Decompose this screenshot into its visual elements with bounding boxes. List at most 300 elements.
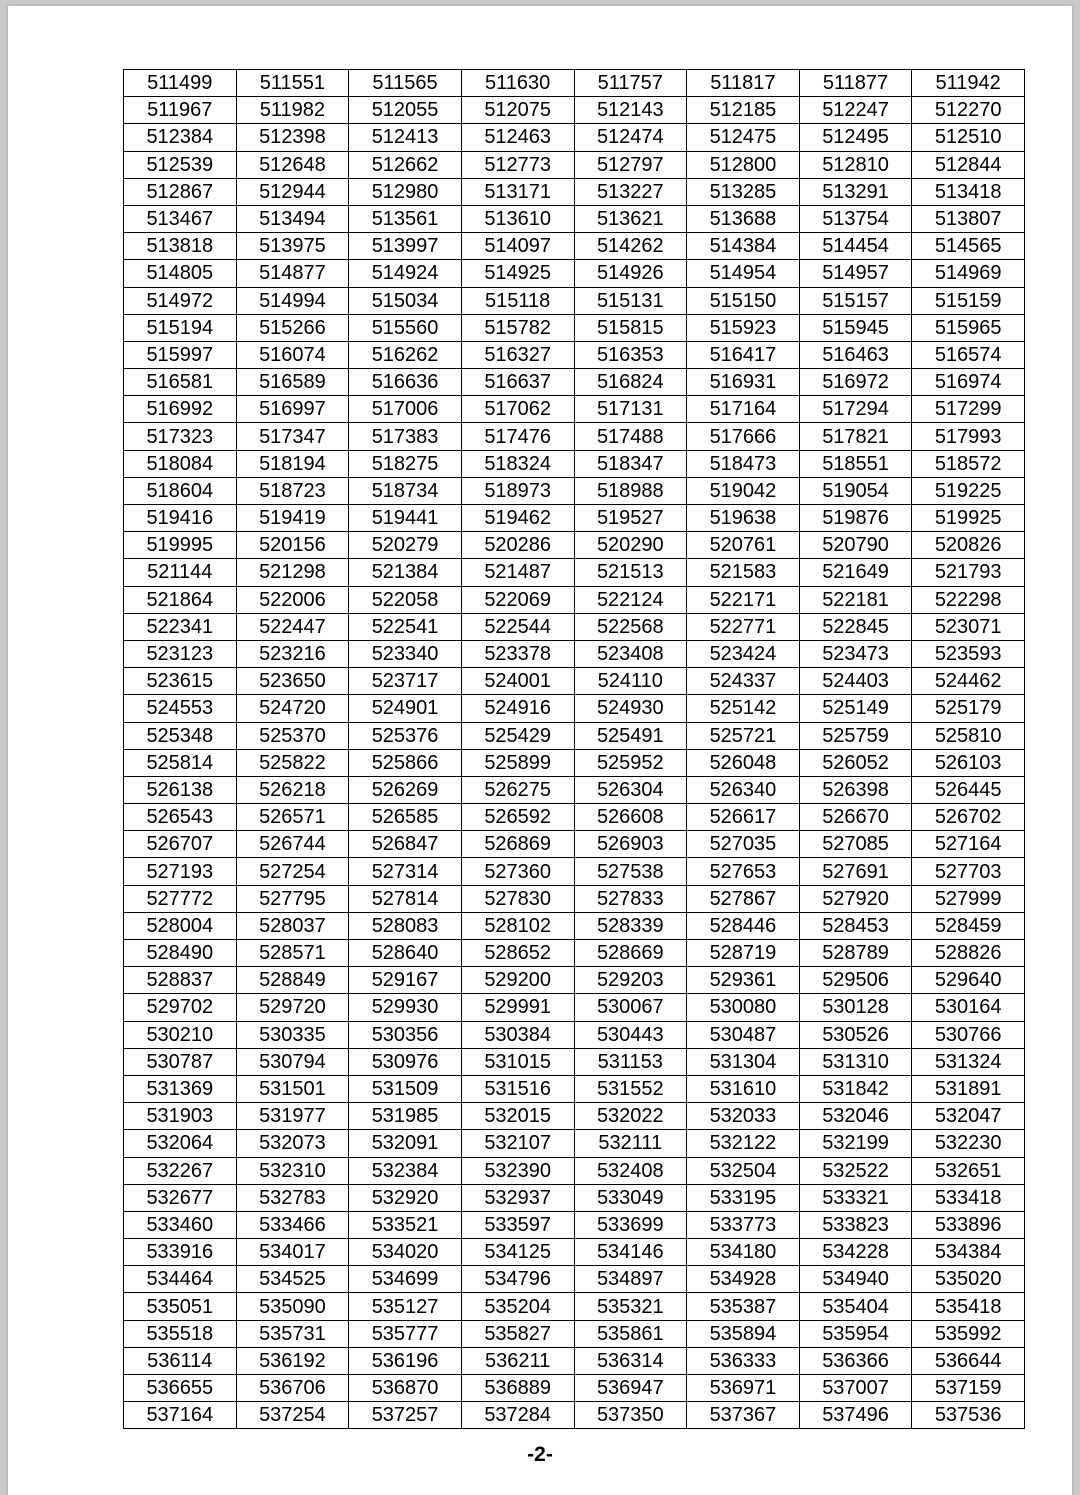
table-cell: 534146 bbox=[574, 1239, 687, 1266]
table-cell: 521864 bbox=[124, 586, 237, 613]
table-cell: 528083 bbox=[349, 912, 462, 939]
table-cell: 527867 bbox=[687, 885, 800, 912]
table-cell: 533896 bbox=[912, 1211, 1025, 1238]
table-cell: 531977 bbox=[236, 1103, 349, 1130]
table-cell: 516824 bbox=[574, 369, 687, 396]
table-cell: 514454 bbox=[799, 233, 912, 260]
table-cell: 517666 bbox=[687, 423, 800, 450]
table-cell: 513621 bbox=[574, 205, 687, 232]
table-cell: 527164 bbox=[912, 831, 1025, 858]
table-cell: 531015 bbox=[461, 1048, 574, 1075]
table-cell: 525376 bbox=[349, 722, 462, 749]
table-cell: 535518 bbox=[124, 1320, 237, 1347]
table-cell: 532022 bbox=[574, 1103, 687, 1130]
table-cell: 512980 bbox=[349, 178, 462, 205]
table-row bbox=[124, 613, 1025, 640]
table-cell: 522771 bbox=[687, 613, 800, 640]
table-cell: 528446 bbox=[687, 912, 800, 939]
table-cell: 517993 bbox=[912, 423, 1025, 450]
table-cell: 522568 bbox=[574, 613, 687, 640]
table-cell: 515560 bbox=[349, 314, 462, 341]
document-page bbox=[8, 6, 1072, 1495]
table-cell: 525491 bbox=[574, 722, 687, 749]
table-cell: 535418 bbox=[912, 1293, 1025, 1320]
table-cell: 513291 bbox=[799, 178, 912, 205]
table-cell: 516353 bbox=[574, 341, 687, 368]
table-row bbox=[124, 1021, 1025, 1048]
table-cell: 536655 bbox=[124, 1375, 237, 1402]
table-cell: 518572 bbox=[912, 450, 1025, 477]
table-cell: 528640 bbox=[349, 940, 462, 967]
table-cell: 536192 bbox=[236, 1347, 349, 1374]
table-cell: 513171 bbox=[461, 178, 574, 205]
table-cell: 525370 bbox=[236, 722, 349, 749]
table-cell: 527795 bbox=[236, 885, 349, 912]
table-cell: 527833 bbox=[574, 885, 687, 912]
table-cell: 523216 bbox=[236, 640, 349, 667]
table-cell: 532408 bbox=[574, 1157, 687, 1184]
table-cell: 527814 bbox=[349, 885, 462, 912]
table-cell: 524001 bbox=[461, 668, 574, 695]
table-cell: 529702 bbox=[124, 994, 237, 1021]
table-cell: 525759 bbox=[799, 722, 912, 749]
table-cell: 535020 bbox=[912, 1266, 1025, 1293]
table-row bbox=[124, 341, 1025, 368]
table-cell: 524403 bbox=[799, 668, 912, 695]
table-row bbox=[124, 1320, 1025, 1347]
table-cell: 516327 bbox=[461, 341, 574, 368]
table-cell: 530210 bbox=[124, 1021, 237, 1048]
table-row bbox=[124, 97, 1025, 124]
table-cell: 534180 bbox=[687, 1239, 800, 1266]
table-cell: 522544 bbox=[461, 613, 574, 640]
table-cell: 528102 bbox=[461, 912, 574, 939]
table-cell: 530766 bbox=[912, 1021, 1025, 1048]
table-row bbox=[124, 1402, 1025, 1429]
table-cell: 511551 bbox=[236, 70, 349, 97]
table-cell: 537284 bbox=[461, 1402, 574, 1429]
table-cell: 516637 bbox=[461, 369, 574, 396]
table-cell: 525721 bbox=[687, 722, 800, 749]
table-cell: 532111 bbox=[574, 1130, 687, 1157]
table-cell: 528490 bbox=[124, 940, 237, 967]
table-cell: 536947 bbox=[574, 1375, 687, 1402]
table-cell: 523378 bbox=[461, 640, 574, 667]
table-cell: 535404 bbox=[799, 1293, 912, 1320]
table-cell: 528826 bbox=[912, 940, 1025, 967]
table-cell: 516417 bbox=[687, 341, 800, 368]
table-cell: 535777 bbox=[349, 1320, 462, 1347]
table-cell: 511499 bbox=[124, 70, 237, 97]
table-cell: 532064 bbox=[124, 1130, 237, 1157]
table-cell: 525822 bbox=[236, 749, 349, 776]
table-cell: 512510 bbox=[912, 124, 1025, 151]
table-cell: 514877 bbox=[236, 260, 349, 287]
table-cell: 512648 bbox=[236, 151, 349, 178]
table-cell: 528004 bbox=[124, 912, 237, 939]
table-cell: 519527 bbox=[574, 505, 687, 532]
table-cell: 521144 bbox=[124, 559, 237, 586]
table-cell: 515131 bbox=[574, 287, 687, 314]
table-cell: 522341 bbox=[124, 613, 237, 640]
table-row bbox=[124, 695, 1025, 722]
table-cell: 536706 bbox=[236, 1375, 349, 1402]
table-cell: 532073 bbox=[236, 1130, 349, 1157]
table-cell: 518194 bbox=[236, 450, 349, 477]
table-cell: 514262 bbox=[574, 233, 687, 260]
table-cell: 528849 bbox=[236, 967, 349, 994]
table-cell: 526903 bbox=[574, 831, 687, 858]
table-cell: 512143 bbox=[574, 97, 687, 124]
table-cell: 511757 bbox=[574, 70, 687, 97]
page-number: -2- bbox=[527, 1443, 553, 1466]
table-cell: 533321 bbox=[799, 1184, 912, 1211]
table-cell: 520761 bbox=[687, 532, 800, 559]
table-cell: 537536 bbox=[912, 1402, 1025, 1429]
table-row bbox=[124, 1048, 1025, 1075]
table-cell: 516574 bbox=[912, 341, 1025, 368]
table-cell: 526707 bbox=[124, 831, 237, 858]
table-cell: 511630 bbox=[461, 70, 574, 97]
table-row bbox=[124, 233, 1025, 260]
table-row bbox=[124, 1347, 1025, 1374]
table-cell: 532677 bbox=[124, 1184, 237, 1211]
table-cell: 515157 bbox=[799, 287, 912, 314]
table-cell: 528453 bbox=[799, 912, 912, 939]
table-cell: 512270 bbox=[912, 97, 1025, 124]
table-cell: 513818 bbox=[124, 233, 237, 260]
table-cell: 514805 bbox=[124, 260, 237, 287]
table-cell: 526275 bbox=[461, 776, 574, 803]
table-cell: 518734 bbox=[349, 477, 462, 504]
table-cell: 537159 bbox=[912, 1375, 1025, 1402]
table-cell: 534928 bbox=[687, 1266, 800, 1293]
table-cell: 530335 bbox=[236, 1021, 349, 1048]
table-cell: 528037 bbox=[236, 912, 349, 939]
table-cell: 514972 bbox=[124, 287, 237, 314]
table-row bbox=[124, 369, 1025, 396]
table-cell: 526744 bbox=[236, 831, 349, 858]
table-row bbox=[124, 1239, 1025, 1266]
table-cell: 536971 bbox=[687, 1375, 800, 1402]
table-cell: 513494 bbox=[236, 205, 349, 232]
table-cell: 526340 bbox=[687, 776, 800, 803]
table-cell: 533521 bbox=[349, 1211, 462, 1238]
table-cell: 511942 bbox=[912, 70, 1025, 97]
table-cell: 526869 bbox=[461, 831, 574, 858]
table-cell: 516972 bbox=[799, 369, 912, 396]
table-row bbox=[124, 1157, 1025, 1184]
table-row bbox=[124, 1293, 1025, 1320]
table-cell: 524930 bbox=[574, 695, 687, 722]
table-row bbox=[124, 1266, 1025, 1293]
table-cell: 520286 bbox=[461, 532, 574, 559]
table-cell: 534897 bbox=[574, 1266, 687, 1293]
table-cell: 518988 bbox=[574, 477, 687, 504]
table-cell: 528339 bbox=[574, 912, 687, 939]
table-cell: 535954 bbox=[799, 1320, 912, 1347]
table-cell: 527830 bbox=[461, 885, 574, 912]
table-cell: 520790 bbox=[799, 532, 912, 559]
table-cell: 514926 bbox=[574, 260, 687, 287]
table-cell: 534017 bbox=[236, 1239, 349, 1266]
table-cell: 527085 bbox=[799, 831, 912, 858]
table-cell: 513561 bbox=[349, 205, 462, 232]
table-cell: 512944 bbox=[236, 178, 349, 205]
table-cell: 534796 bbox=[461, 1266, 574, 1293]
table-cell: 520156 bbox=[236, 532, 349, 559]
table-cell: 515194 bbox=[124, 314, 237, 341]
table-cell: 517299 bbox=[912, 396, 1025, 423]
table-cell: 521384 bbox=[349, 559, 462, 586]
table-cell: 530794 bbox=[236, 1048, 349, 1075]
table-cell: 525814 bbox=[124, 749, 237, 776]
table-cell: 527314 bbox=[349, 858, 462, 885]
table-row bbox=[124, 749, 1025, 776]
table-cell: 529200 bbox=[461, 967, 574, 994]
table-row bbox=[124, 151, 1025, 178]
table-cell: 523615 bbox=[124, 668, 237, 695]
table-cell: 514384 bbox=[687, 233, 800, 260]
table-cell: 532651 bbox=[912, 1157, 1025, 1184]
table-cell: 532091 bbox=[349, 1130, 462, 1157]
table-cell: 526052 bbox=[799, 749, 912, 776]
table-cell: 512474 bbox=[574, 124, 687, 151]
table-cell: 515782 bbox=[461, 314, 574, 341]
table-cell: 515159 bbox=[912, 287, 1025, 314]
table-cell: 536889 bbox=[461, 1375, 574, 1402]
table-cell: 512463 bbox=[461, 124, 574, 151]
table-cell: 531552 bbox=[574, 1075, 687, 1102]
table-cell: 517062 bbox=[461, 396, 574, 423]
table-cell: 533195 bbox=[687, 1184, 800, 1211]
table-cell: 523593 bbox=[912, 640, 1025, 667]
table-cell: 526218 bbox=[236, 776, 349, 803]
table-cell: 533823 bbox=[799, 1211, 912, 1238]
table-cell: 520826 bbox=[912, 532, 1025, 559]
table-cell: 532107 bbox=[461, 1130, 574, 1157]
table-row bbox=[124, 1375, 1025, 1402]
table-row bbox=[124, 586, 1025, 613]
table-cell: 516931 bbox=[687, 369, 800, 396]
table-cell: 513285 bbox=[687, 178, 800, 205]
table-cell: 534464 bbox=[124, 1266, 237, 1293]
table-cell: 527772 bbox=[124, 885, 237, 912]
table-cell: 537367 bbox=[687, 1402, 800, 1429]
table-cell: 517131 bbox=[574, 396, 687, 423]
table-cell: 511877 bbox=[799, 70, 912, 97]
table-cell: 524901 bbox=[349, 695, 462, 722]
table-cell: 531516 bbox=[461, 1075, 574, 1102]
table-cell: 536196 bbox=[349, 1347, 462, 1374]
table-row bbox=[124, 1211, 1025, 1238]
table-cell: 530164 bbox=[912, 994, 1025, 1021]
table-cell: 536870 bbox=[349, 1375, 462, 1402]
table-cell: 514097 bbox=[461, 233, 574, 260]
table-cell: 537496 bbox=[799, 1402, 912, 1429]
table-cell: 526269 bbox=[349, 776, 462, 803]
table-cell: 536314 bbox=[574, 1347, 687, 1374]
table-cell: 524720 bbox=[236, 695, 349, 722]
table-cell: 512800 bbox=[687, 151, 800, 178]
table-cell: 528459 bbox=[912, 912, 1025, 939]
table-cell: 532033 bbox=[687, 1103, 800, 1130]
table-cell: 531310 bbox=[799, 1048, 912, 1075]
table-cell: 535731 bbox=[236, 1320, 349, 1347]
table-cell: 529361 bbox=[687, 967, 800, 994]
table-cell: 531304 bbox=[687, 1048, 800, 1075]
table-cell: 533466 bbox=[236, 1211, 349, 1238]
table-cell: 527920 bbox=[799, 885, 912, 912]
table-cell: 513610 bbox=[461, 205, 574, 232]
table-cell: 536366 bbox=[799, 1347, 912, 1374]
table-cell: 531153 bbox=[574, 1048, 687, 1075]
table-cell: 522058 bbox=[349, 586, 462, 613]
table-cell: 530128 bbox=[799, 994, 912, 1021]
table-cell: 533460 bbox=[124, 1211, 237, 1238]
table-cell: 525952 bbox=[574, 749, 687, 776]
table-cell: 526103 bbox=[912, 749, 1025, 776]
table-cell: 516463 bbox=[799, 341, 912, 368]
table-cell: 536333 bbox=[687, 1347, 800, 1374]
table-cell: 523408 bbox=[574, 640, 687, 667]
table-cell: 511817 bbox=[687, 70, 800, 97]
table-cell: 526398 bbox=[799, 776, 912, 803]
table-cell: 532783 bbox=[236, 1184, 349, 1211]
table-cell: 535387 bbox=[687, 1293, 800, 1320]
table-row bbox=[124, 967, 1025, 994]
table-cell: 514954 bbox=[687, 260, 800, 287]
table-cell: 519462 bbox=[461, 505, 574, 532]
table-cell: 522069 bbox=[461, 586, 574, 613]
table-row bbox=[124, 858, 1025, 885]
table-row bbox=[124, 885, 1025, 912]
table-cell: 518084 bbox=[124, 450, 237, 477]
table-cell: 526847 bbox=[349, 831, 462, 858]
table-row bbox=[124, 450, 1025, 477]
table-cell: 521487 bbox=[461, 559, 574, 586]
table-cell: 527653 bbox=[687, 858, 800, 885]
table-cell: 524462 bbox=[912, 668, 1025, 695]
table-row bbox=[124, 423, 1025, 450]
table-cell: 518473 bbox=[687, 450, 800, 477]
table-cell: 529991 bbox=[461, 994, 574, 1021]
table-cell: 530443 bbox=[574, 1021, 687, 1048]
table-cell: 537257 bbox=[349, 1402, 462, 1429]
table-cell: 519225 bbox=[912, 477, 1025, 504]
table-cell: 512773 bbox=[461, 151, 574, 178]
table-cell: 537007 bbox=[799, 1375, 912, 1402]
table-cell: 516581 bbox=[124, 369, 237, 396]
table-cell: 512384 bbox=[124, 124, 237, 151]
table-cell: 532015 bbox=[461, 1103, 574, 1130]
table-cell: 521513 bbox=[574, 559, 687, 586]
table-cell: 529930 bbox=[349, 994, 462, 1021]
table-cell: 529167 bbox=[349, 967, 462, 994]
table-cell: 527193 bbox=[124, 858, 237, 885]
table-row bbox=[124, 477, 1025, 504]
table-cell: 524110 bbox=[574, 668, 687, 695]
table-cell: 522298 bbox=[912, 586, 1025, 613]
table-cell: 525899 bbox=[461, 749, 574, 776]
table-cell: 522171 bbox=[687, 586, 800, 613]
table-cell: 523340 bbox=[349, 640, 462, 667]
table-cell: 517488 bbox=[574, 423, 687, 450]
table-cell: 518324 bbox=[461, 450, 574, 477]
table-cell: 532384 bbox=[349, 1157, 462, 1184]
table-cell: 522124 bbox=[574, 586, 687, 613]
table-cell: 516992 bbox=[124, 396, 237, 423]
table-cell: 515945 bbox=[799, 314, 912, 341]
table-cell: 527703 bbox=[912, 858, 1025, 885]
table-cell: 517476 bbox=[461, 423, 574, 450]
table-cell: 515034 bbox=[349, 287, 462, 314]
table-cell: 530787 bbox=[124, 1048, 237, 1075]
table-cell: 511982 bbox=[236, 97, 349, 124]
table-cell: 530487 bbox=[687, 1021, 800, 1048]
table-row bbox=[124, 804, 1025, 831]
table-cell: 532199 bbox=[799, 1130, 912, 1157]
table-cell: 529203 bbox=[574, 967, 687, 994]
table-cell: 512810 bbox=[799, 151, 912, 178]
table-cell: 536644 bbox=[912, 1347, 1025, 1374]
table-row bbox=[124, 396, 1025, 423]
table-cell: 518275 bbox=[349, 450, 462, 477]
table-cell: 529506 bbox=[799, 967, 912, 994]
table-cell: 531501 bbox=[236, 1075, 349, 1102]
table-cell: 537164 bbox=[124, 1402, 237, 1429]
table-cell: 526138 bbox=[124, 776, 237, 803]
table-cell: 521583 bbox=[687, 559, 800, 586]
table-cell: 534525 bbox=[236, 1266, 349, 1293]
number-table bbox=[123, 69, 1025, 1429]
table-cell: 528789 bbox=[799, 940, 912, 967]
table-cell: 514925 bbox=[461, 260, 574, 287]
table-cell: 521793 bbox=[912, 559, 1025, 586]
table-cell: 513688 bbox=[687, 205, 800, 232]
table-cell: 527538 bbox=[574, 858, 687, 885]
table-cell: 514924 bbox=[349, 260, 462, 287]
table-cell: 517383 bbox=[349, 423, 462, 450]
table-cell: 532504 bbox=[687, 1157, 800, 1184]
table-cell: 512844 bbox=[912, 151, 1025, 178]
table-cell: 518604 bbox=[124, 477, 237, 504]
table-cell: 514957 bbox=[799, 260, 912, 287]
table-cell: 516074 bbox=[236, 341, 349, 368]
table-row bbox=[124, 994, 1025, 1021]
table-cell: 523071 bbox=[912, 613, 1025, 640]
table-cell: 521649 bbox=[799, 559, 912, 586]
table-cell: 525866 bbox=[349, 749, 462, 776]
table-row bbox=[124, 1075, 1025, 1102]
table-row bbox=[124, 1103, 1025, 1130]
table-cell: 522006 bbox=[236, 586, 349, 613]
table-cell: 533418 bbox=[912, 1184, 1025, 1211]
table-cell: 527691 bbox=[799, 858, 912, 885]
table-cell: 525142 bbox=[687, 695, 800, 722]
table-cell: 517821 bbox=[799, 423, 912, 450]
table-cell: 515997 bbox=[124, 341, 237, 368]
table-cell: 532310 bbox=[236, 1157, 349, 1184]
table-cell: 535827 bbox=[461, 1320, 574, 1347]
table-cell: 537254 bbox=[236, 1402, 349, 1429]
table-cell: 533773 bbox=[687, 1211, 800, 1238]
table-cell: 512247 bbox=[799, 97, 912, 124]
table-cell: 519441 bbox=[349, 505, 462, 532]
table-cell: 532046 bbox=[799, 1103, 912, 1130]
table-cell: 518723 bbox=[236, 477, 349, 504]
table-cell: 517294 bbox=[799, 396, 912, 423]
